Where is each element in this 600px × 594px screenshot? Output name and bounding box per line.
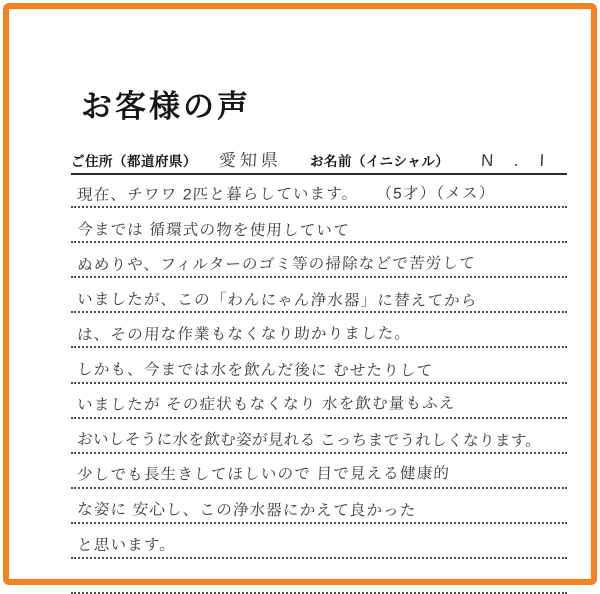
handwritten-text: いましたが、この「わんにゃん浄水器」に替えてから	[76, 291, 479, 310]
name-value: N . I	[480, 151, 553, 170]
ruled-line	[71, 419, 567, 454]
handwritten-text: 少しでも長生きしてほしいので 目で見える健康的	[76, 465, 451, 485]
ruled-line	[71, 278, 567, 313]
handwritten-text: 現在、チワワ 2匹と暮らしています。 （5才）（メス）	[76, 184, 496, 204]
handwritten-text: と思います。	[76, 536, 177, 554]
ruled-line	[71, 208, 567, 243]
ruled-line	[71, 313, 567, 348]
ruled-line	[71, 243, 567, 278]
ruled-line	[71, 489, 567, 524]
handwritten-text: おいしそうに水を飲む姿が見れる こっちまでうれしくなります。	[76, 431, 542, 451]
ruled-line	[71, 454, 567, 489]
ruled-line	[71, 559, 567, 594]
address-label: ご住所（都道府県）	[71, 154, 197, 169]
handwritten-text: 今までは 循環式の物を使用していて	[76, 221, 351, 240]
ruled-line	[71, 384, 567, 419]
ruled-line	[71, 348, 567, 383]
testimonial-sheet	[3, 3, 597, 585]
handwritten-text: いましたが その症状もなくなり 水を飲む量もふえ	[76, 395, 457, 414]
handwritten-text: は、その用な作業もなくなり助かりました。	[76, 325, 412, 344]
form-header-row	[71, 145, 567, 175]
ruled-line	[71, 524, 567, 559]
address-value: 愛知県	[218, 151, 283, 170]
testimonial-body	[71, 173, 567, 594]
ruled-line	[71, 173, 567, 208]
handwritten-text	[71, 589, 77, 592]
handwritten-text: しかも、今までは水を飲んだ後に むせたりして	[76, 361, 434, 380]
page-title: お客様の声	[81, 89, 251, 124]
handwritten-text: な姿に 安心し、この浄水器にかえて良かった	[76, 501, 418, 521]
name-label: お名前（イニシャル）	[310, 154, 450, 169]
handwritten-text: ぬめりや、フィルターのゴミ等の掃除などで苦労して	[76, 254, 477, 274]
